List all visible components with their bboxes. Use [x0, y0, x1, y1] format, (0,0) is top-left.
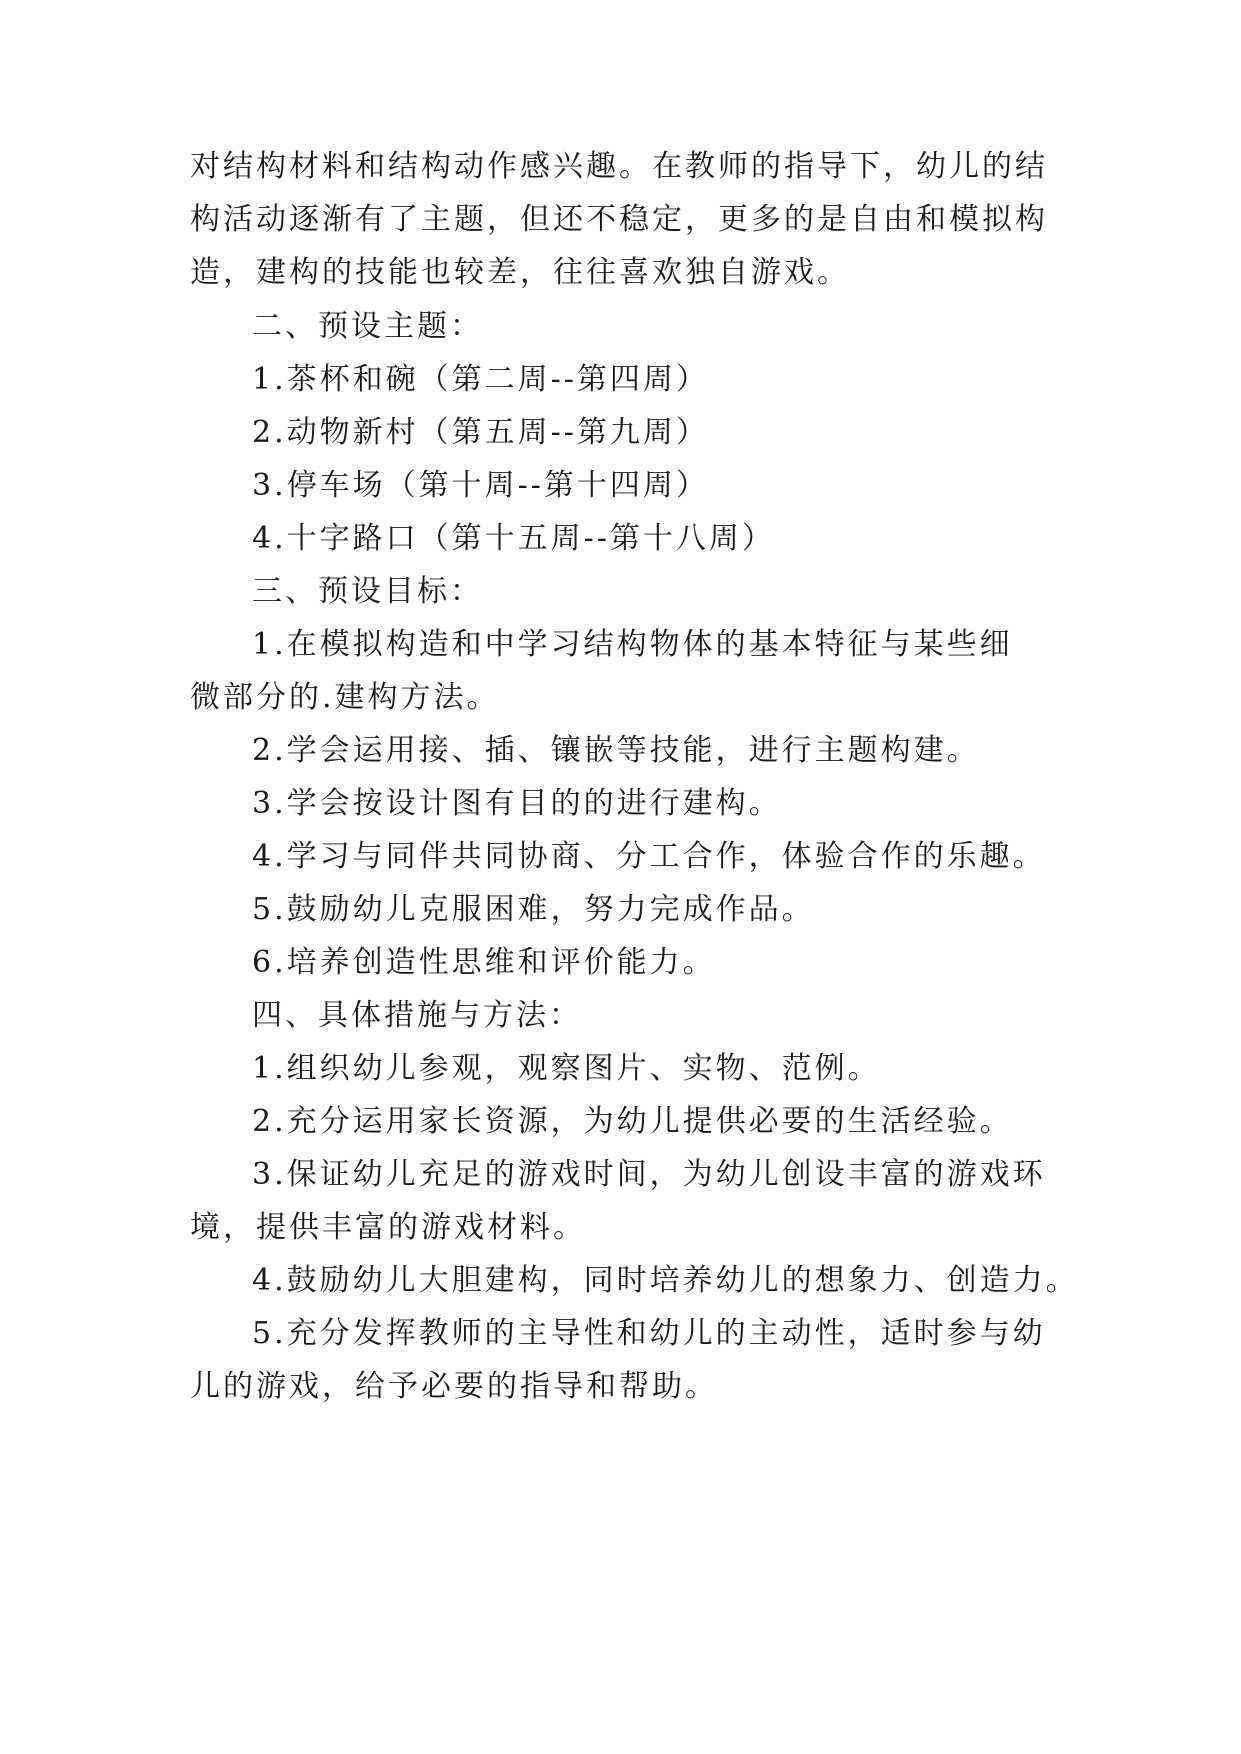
theme-item-3: 3.停车场（第十周--第十四周）: [252, 468, 709, 503]
method-item-5-line-1: 5.充分发挥教师的主导性和幼儿的主动性，适时参与幼: [252, 1316, 1046, 1351]
method-item-3-line-2: 境，提供丰富的游戏材料。: [190, 1210, 586, 1245]
goal-item-4: 4.学习与同伴共同协商、分工合作，体验合作的乐趣。: [252, 839, 1046, 874]
section-heading-methods: 四、具体措施与方法：: [252, 998, 582, 1033]
goal-item-6: 6.培养创造性思维和评价能力。: [252, 945, 716, 980]
intro-line-3: 造，建构的技能也较差，往往喜欢独自游戏。: [190, 255, 850, 290]
theme-item-1: 1.茶杯和碗（第二周--第四周）: [252, 362, 709, 397]
intro-line-2: 构活动逐渐有了主题，但还不稳定，更多的是自由和模拟构: [190, 202, 1048, 237]
goal-item-1-line-2: 微部分的.建构方法。: [190, 680, 500, 715]
method-item-4: 4.鼓励幼儿大胆建构，同时培养幼儿的想象力、创造力。: [252, 1263, 1079, 1298]
goal-item-1-line-1: 1.在模拟构造和中学习结构物体的基本特征与某些细: [252, 627, 1013, 662]
method-item-3-line-1: 3.保证幼儿充足的游戏时间，为幼儿创设丰富的游戏环: [252, 1157, 1046, 1192]
theme-item-4: 4.十字路口（第十五周--第十八周）: [252, 521, 775, 556]
method-item-5-line-2: 儿的游戏，给予必要的指导和帮助。: [190, 1369, 718, 1404]
goal-item-3: 3.学会按设计图有目的的进行建构。: [252, 786, 782, 821]
method-item-2: 2.充分运用家长资源，为幼儿提供必要的生活经验。: [252, 1104, 1013, 1139]
intro-line-1: 对结构材料和结构动作感兴趣。在教师的指导下，幼儿的结: [190, 149, 1048, 184]
section-heading-goals: 三、预设目标：: [252, 574, 483, 609]
section-heading-themes: 二、预设主题：: [252, 309, 483, 344]
method-item-1: 1.组织幼儿参观，观察图片、实物、范例。: [252, 1051, 881, 1086]
goal-item-5: 5.鼓励幼儿克服困难，努力完成作品。: [252, 892, 815, 927]
goal-item-2: 2.学会运用接、插、镶嵌等技能，进行主题构建。: [252, 733, 980, 768]
theme-item-2: 2.动物新村（第五周--第九周）: [252, 415, 709, 450]
